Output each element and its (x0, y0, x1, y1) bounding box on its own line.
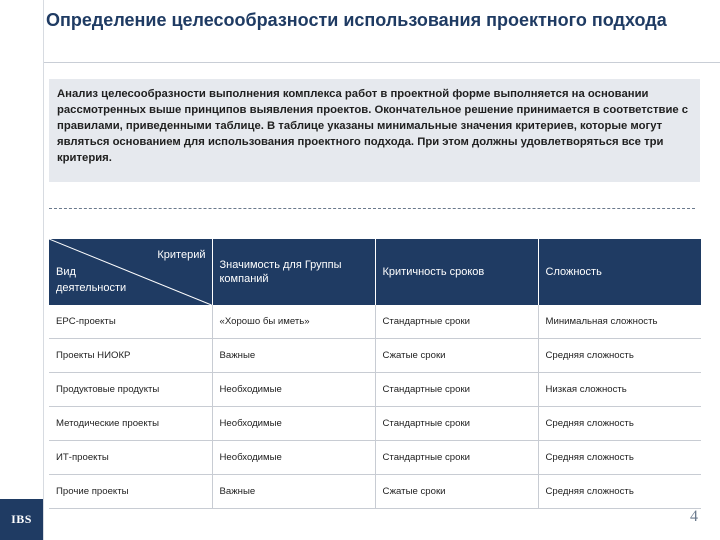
title-divider (44, 62, 720, 63)
ibs-logo: IBS (0, 499, 43, 540)
table-cell: Средняя сложность (538, 339, 701, 373)
table-cell: Стандартные сроки (375, 441, 538, 475)
table-row (49, 339, 701, 373)
table-cell: Стандартные сроки (375, 407, 538, 441)
table-header-row (49, 239, 701, 305)
table-cell: Продуктовые продукты (49, 373, 212, 407)
table-cell: Средняя сложность (538, 475, 701, 509)
table-cell: Необходимые (212, 441, 375, 475)
table-cell: Стандартные сроки (375, 373, 538, 407)
table-cell: Низкая сложность (538, 373, 701, 407)
table-cell: Проекты НИОКР (49, 339, 212, 373)
left-margin-rule (43, 0, 44, 540)
table-row (49, 475, 701, 509)
table-cell: Средняя сложность (538, 441, 701, 475)
table-cell: EPC-проекты (49, 305, 212, 339)
header-significance: Значимость для Группы компаний (212, 239, 375, 305)
table-cell: Сжатые сроки (375, 475, 538, 509)
table-cell: Важные (212, 475, 375, 509)
header-criterion-label: Критерий (157, 249, 206, 261)
table-cell: Сжатые сроки (375, 339, 538, 373)
table-cell: ИТ-проекты (49, 441, 212, 475)
table-cell: Важные (212, 339, 375, 373)
header-complexity: Сложность (538, 239, 701, 305)
table-cell: Необходимые (212, 407, 375, 441)
header-corner-cell (49, 239, 212, 305)
table-row (49, 305, 701, 339)
table-cell: «Хорошо бы иметь» (212, 305, 375, 339)
slide-title: Определение целесообразности использования проектного подхода (46, 10, 667, 30)
page-number: 4 (690, 508, 698, 525)
header-timing: Критичность сроков (375, 239, 538, 305)
table-row (49, 407, 701, 441)
table-cell: Минимальная сложность (538, 305, 701, 339)
table-cell: Необходимые (212, 373, 375, 407)
dashed-separator (49, 208, 695, 209)
table-cell: Стандартные сроки (375, 305, 538, 339)
table-cell: Методические проекты (49, 407, 212, 441)
criteria-table (49, 239, 701, 509)
table-cell: Прочие проекты (49, 475, 212, 509)
table-row (49, 373, 701, 407)
header-activity-line2: деятельности (56, 282, 127, 294)
intro-text-box: Анализ целесообразности выполнения комплекса работ в проектной форме выполняется на основании рассмотренных выше принципов выявления проектов. Окончательное решение принимается в соответствие с правилами, приведенными таблице. В таблице указаны минимальные значения критериев, которые могут являться основанием для использования проектного подхода. При этом должны удовлетворяться все три критерия. (49, 79, 700, 182)
header-activity-label (56, 264, 126, 296)
header-activity-line1: Вид (56, 266, 76, 278)
table-row (49, 441, 701, 475)
table-cell: Средняя сложность (538, 407, 701, 441)
